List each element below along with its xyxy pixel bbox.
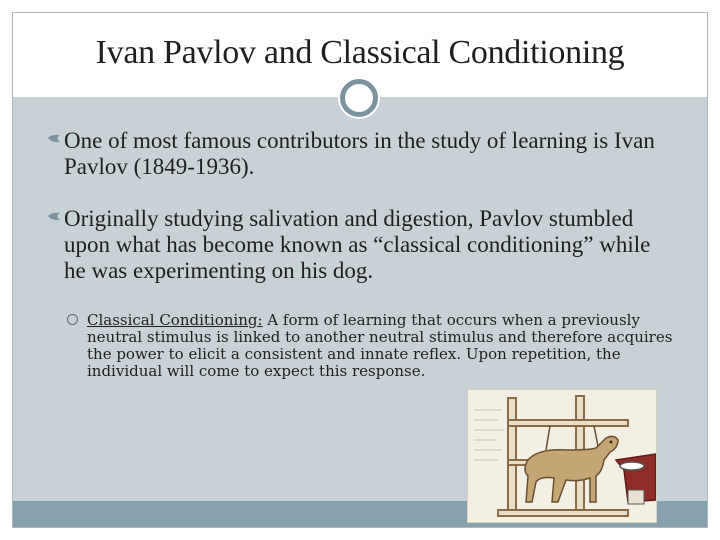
bullet-text: One of most famous contributors in the study of learning is Ivan Pavlov (1849-1936).: [64, 128, 655, 179]
definition-term: Classical Conditioning:: [87, 311, 263, 329]
pavlov-dog-illustration: [467, 389, 657, 523]
definition-text: A form of learning that occurs when a previously neutral stimulus is linked to another neutral stimulus and therefore acquires the power to elicit a consistent and innate reflex. Upon repetition, the individual will come to expect this response.: [87, 311, 673, 380]
accent-circle-icon: [340, 79, 378, 117]
sub-bullet-item: [87, 312, 687, 380]
slide-bullet-icon: [47, 209, 61, 223]
circle-bullet-icon: [67, 314, 78, 325]
bullet-item: [64, 206, 664, 284]
slide-title: Ivan Pavlov and Classical Conditioning: [95, 34, 625, 71]
bullet-text: Originally studying salivation and digestion, Pavlov stumbled upon what has become known as “classical conditioning” while he was experimenting on his dog.: [64, 206, 651, 283]
slide-bullet-icon: [47, 131, 61, 145]
pavlov-dog-drawing: [468, 390, 656, 522]
bullet-item: [64, 128, 684, 180]
